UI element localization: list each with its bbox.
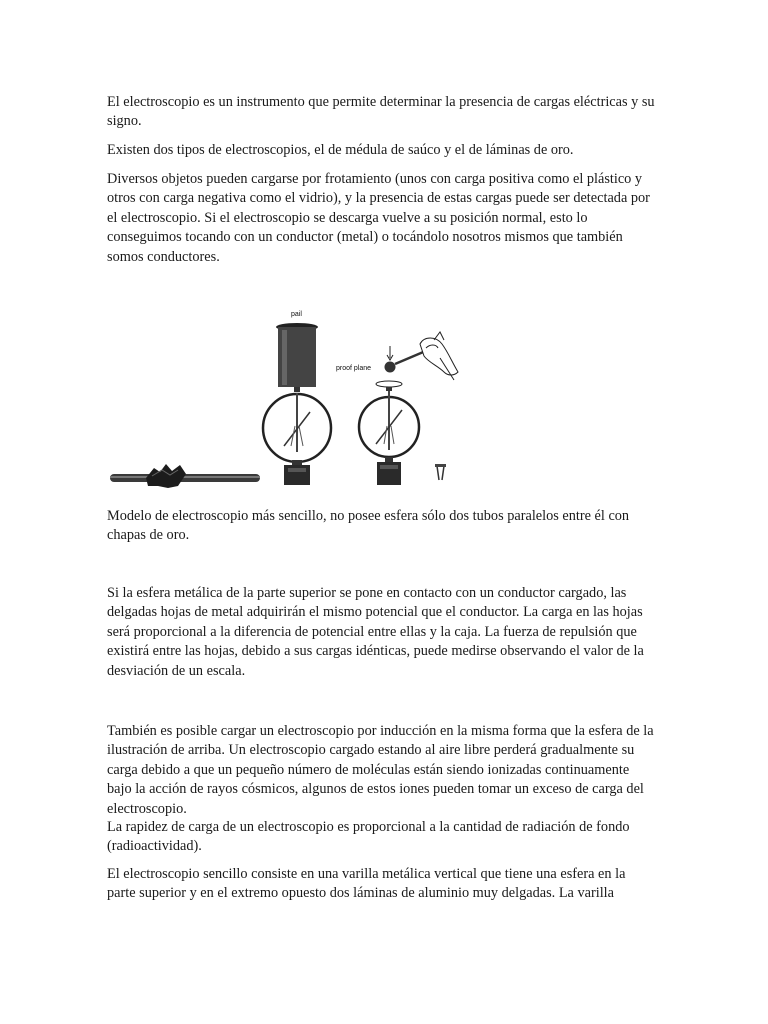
electroscope-with-pail bbox=[263, 311, 331, 485]
paragraph-types: Existen dos tipos de electroscopios, el de médula de saúco y el de láminas de oro. bbox=[107, 142, 574, 158]
gold-leaf-detail bbox=[435, 464, 446, 480]
paragraph-intro: El electroscopio es un instrumento que permite determinar la presencia de cargas eléctricas y su signo. bbox=[107, 94, 655, 130]
paragraph-simple: El electroscopio sencillo consiste en una varilla metálica vertical que tiene una esfera en la parte superior y en el extremo opuesto dos láminas de aluminio muy delgadas. La varilla bbox=[107, 866, 626, 902]
paragraph-contact: Si la esfera metálica de la parte superior se pone en contacto con un conductor cargado, las delgadas hojas de metal adquirirán el mismo potencial que el conductor. La carga en las hojas será proporcional a la diferencia de potencial entre ellas y la caja. La fuerza de repulsión que existirá entre las hojas, debido a sus cargas idénticas, puede medirse observando el valor de la desviación de un escala. bbox=[107, 585, 644, 679]
paragraph-induction: También es posible cargar un electroscopio por inducción en la misma forma que la esfera de la ilustración de arriba. Un electroscopio cargado estando al aire libre perderá gradualmente su carga debido a que un pequeño número de moléculas están siendo ionizadas continuamente bajo la acción de rayos cósmicos, algunos de estos iones pueden tomar un exceso de carga del electroscopio. bbox=[107, 723, 654, 817]
paragraph-radiation: La rapidez de carga de un electroscopio es proporcional a la cantidad de radiación de fondo (radioactividad). bbox=[107, 819, 630, 855]
figure-caption: Modelo de electroscopio más sencillo, no posee esfera sólo dos tubos paralelos entre él con chapas de oro. bbox=[107, 508, 630, 544]
charged-rod-with-fur bbox=[110, 464, 260, 488]
electroscope-figure bbox=[108, 300, 474, 496]
pail-label: pail bbox=[291, 311, 302, 318]
electroscope-with-proof-plane bbox=[336, 332, 458, 485]
proof-plane-label: proof plane bbox=[336, 365, 372, 372]
paragraph-charging: Diversos objetos pueden cargarse por frotamiento (unos con carga positiva como el plástico y otros con carga negativa como el vidrio), y la presencia de estas cargas puede ser detectada por el electroscopio. Si el electroscopio se descarga vuelve a su posición normal, esto lo conseguimos tocando con un conductor (metal) o tocándolo nosotros mismos que también somos conductores. bbox=[107, 171, 650, 265]
electroscope-illustration bbox=[108, 300, 474, 496]
